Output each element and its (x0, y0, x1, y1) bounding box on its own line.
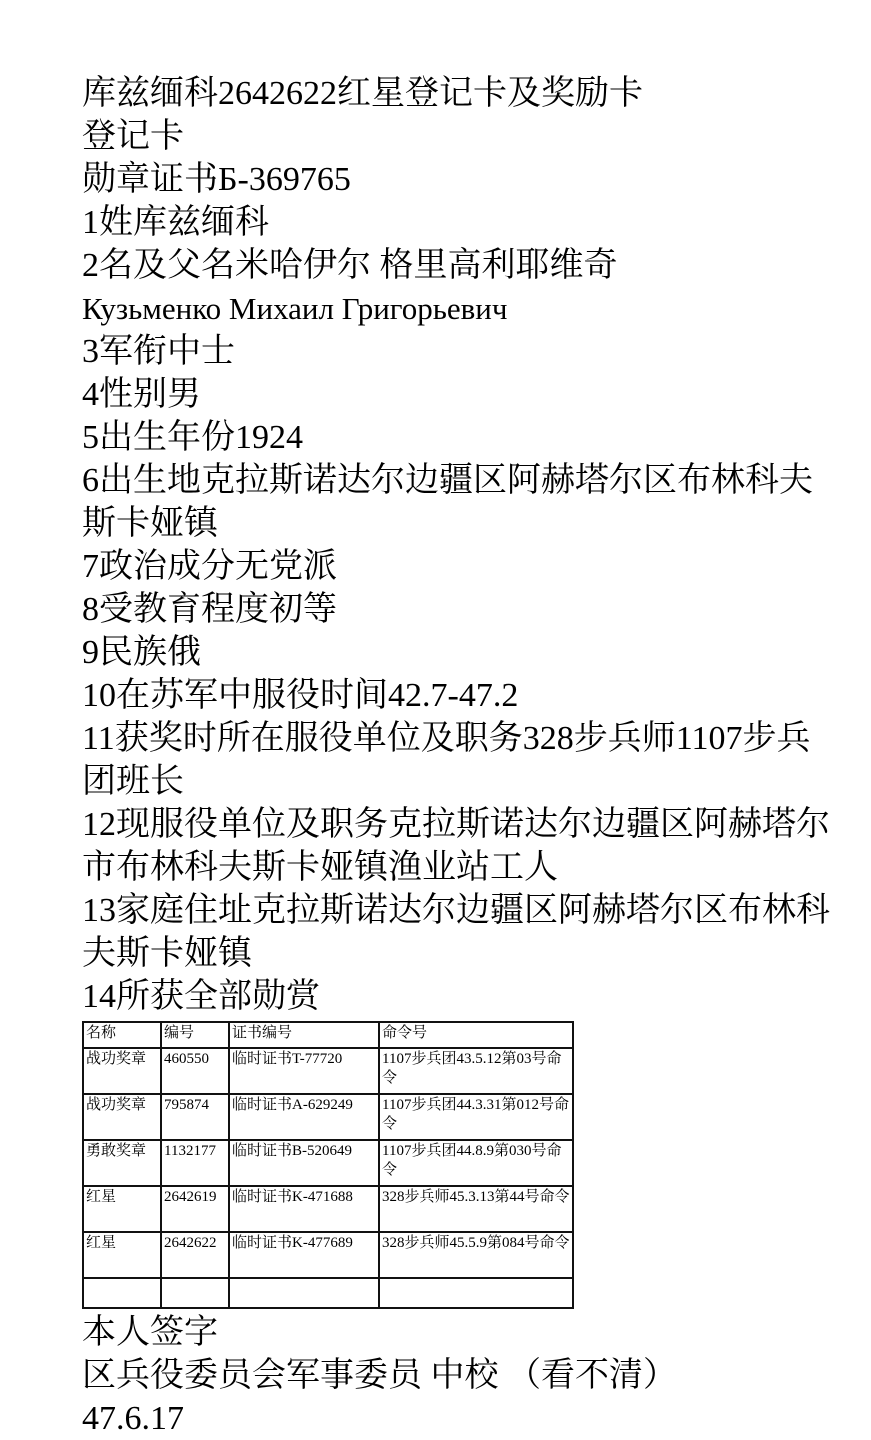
field-service-period: 10在苏军中服役时间42.7-47.2 (82, 677, 519, 714)
field-surname: 1姓库兹缅科 (82, 204, 269, 241)
field-name-patronymic: 2名及父名米哈伊尔 格里高利耶维奇 (82, 247, 618, 284)
cell-number: 1132177 (161, 1140, 229, 1186)
cell-certificate: 临时证书B-520649 (229, 1140, 379, 1186)
table-row (83, 1048, 573, 1094)
field-home-address: 13家庭住址克拉斯诺达尔边疆区阿赫塔尔区布林科夫斯卡娅镇 (82, 892, 830, 972)
cell-name: 红星 (83, 1232, 161, 1278)
field-nationality: 9民族俄 (82, 634, 201, 671)
cell-certificate (229, 1278, 379, 1308)
field-unit-at-award: 11获奖时所在服役单位及职务328步兵师1107步兵团班长 (82, 720, 811, 800)
field-current-unit: 12现服役单位及职务克拉斯诺达尔边疆区阿赫塔尔市布林科夫斯卡娅镇渔业站工人 (82, 806, 830, 886)
table-row (83, 1232, 573, 1278)
signature-label: 本人签字 (82, 1314, 218, 1351)
field-education: 8受教育程度初等 (82, 591, 337, 628)
document-title: 库兹缅科2642622红星登记卡及奖励卡 (82, 75, 643, 112)
cell-name: 勇敢奖章 (83, 1140, 161, 1186)
cell-number (161, 1278, 229, 1308)
table-header-row (83, 1022, 573, 1048)
cell-certificate: 临时证书T-77720 (229, 1048, 379, 1094)
header-number: 编号 (161, 1022, 229, 1048)
cell-name: 战功奖章 (83, 1094, 161, 1140)
cell-name: 战功奖章 (83, 1048, 161, 1094)
cell-number: 2642622 (161, 1232, 229, 1278)
document-date: 47.6.17 (82, 1400, 184, 1437)
cell-order: 328步兵师45.5.9第084号命令 (379, 1232, 573, 1278)
header-certificate: 证书编号 (229, 1022, 379, 1048)
official-signatory: 区兵役委员会军事委员 中校 （看不清） (82, 1357, 677, 1394)
header-order: 命令号 (379, 1022, 573, 1048)
cell-certificate: 临时证书A-629249 (229, 1094, 379, 1140)
cell-number: 795874 (161, 1094, 229, 1140)
field-all-awards: 14所获全部勋赏 (82, 978, 320, 1015)
cell-certificate: 临时证书K-471688 (229, 1186, 379, 1232)
field-party: 7政治成分无党派 (82, 548, 337, 585)
cell-order: 1107步兵团43.5.12第03号命令 (379, 1048, 573, 1094)
cell-order: 1107步兵团44.3.31第012号命令 (379, 1094, 573, 1140)
cell-number: 2642619 (161, 1186, 229, 1232)
field-birth-year: 5出生年份1924 (82, 419, 303, 456)
header-name: 名称 (83, 1022, 161, 1048)
document-subtitle: 登记卡 (82, 118, 184, 155)
awards-table (82, 1021, 574, 1309)
cell-order (379, 1278, 573, 1308)
field-rank: 3军衔中士 (82, 333, 235, 370)
field-birthplace: 6出生地克拉斯诺达尔边疆区阿赫塔尔区布林科夫斯卡娅镇 (82, 462, 813, 542)
cell-name (83, 1278, 161, 1308)
cell-number: 460550 (161, 1048, 229, 1094)
cell-order: 1107步兵团44.8.9第030号命令 (379, 1140, 573, 1186)
table-row (83, 1094, 573, 1140)
table-row (83, 1186, 573, 1232)
registration-card-document (82, 72, 842, 1440)
field-name-russian: Кузьменко Михаил Григорьевич (82, 291, 508, 326)
table-row (83, 1140, 573, 1186)
cell-certificate: 临时证书K-477689 (229, 1232, 379, 1278)
medal-certificate-number: 勋章证书Б-369765 (82, 161, 351, 198)
cell-name: 红星 (83, 1186, 161, 1232)
cell-order: 328步兵师45.3.13第44号命令 (379, 1186, 573, 1232)
table-row-empty (83, 1278, 573, 1308)
field-sex: 4性别男 (82, 376, 201, 413)
